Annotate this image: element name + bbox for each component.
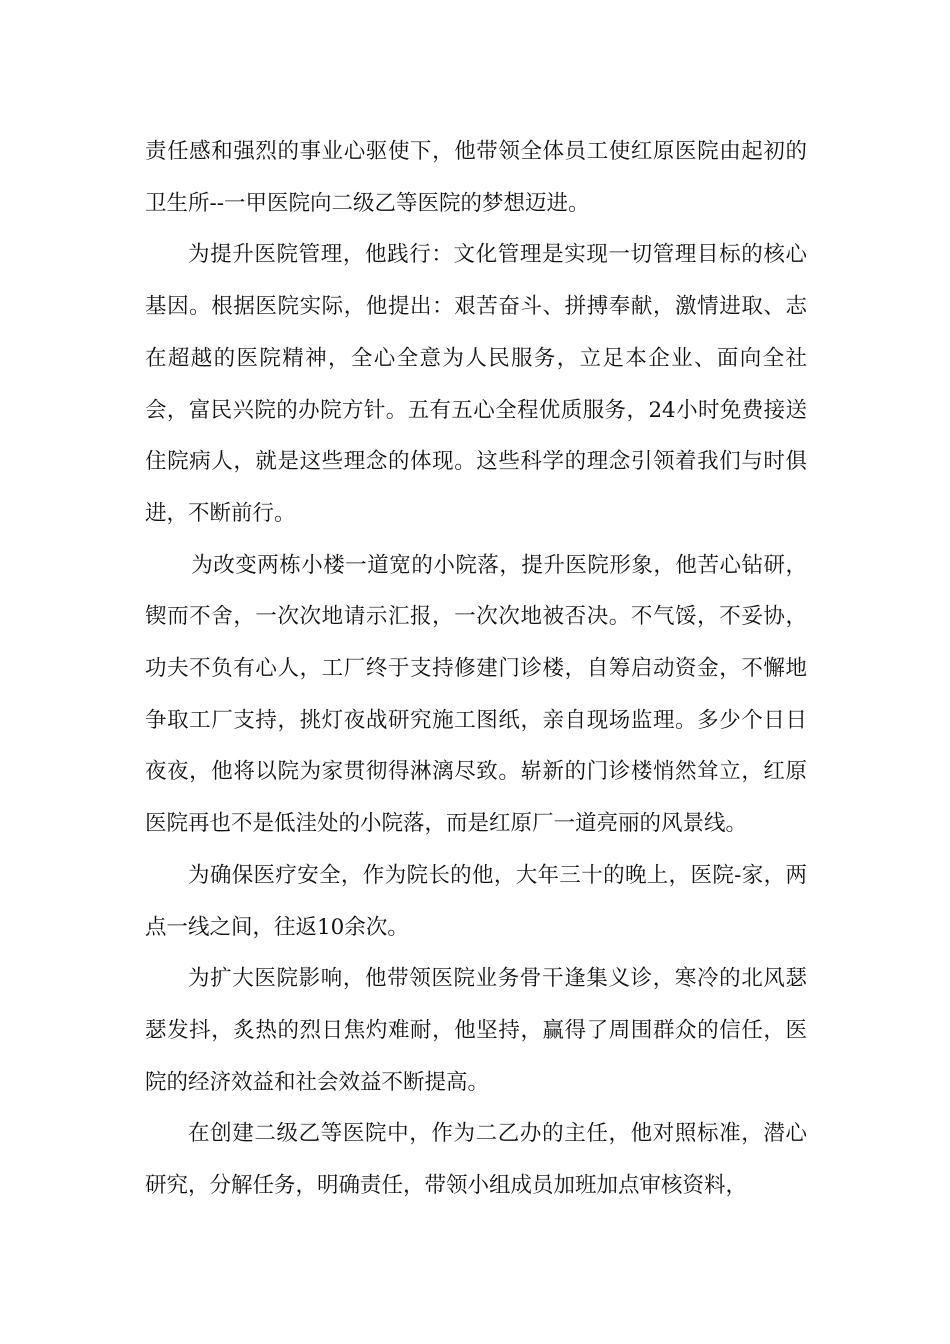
document-body: [145, 126, 807, 1212]
paragraph-medical-safety: 为确保医疗安全，作为院长的他，大年三十的晚上，医院-家，两点一线之间，往返10余次。: [145, 862, 807, 940]
paragraph-outpatient-building: 为改变两栋小楼一道宽的小院落，提升医院形象，他苦心钻研，锲而不舍，一次次地请示汇报，一次次地被否决。不气馁，不妥协，功夫不负有心人，工厂终于支持修建门诊楼，自筹启动资金，不懈地争取工厂支持，挑灯夜战研究施工图纸，亲自现场监理。多少个日日夜夜，他将以院为家贯彻得淋漓尽致。崭新的门诊楼悄然耸立，红原医院再也不是低洼处的小院落，而是红原厂一道亮丽的风景线。: [145, 552, 807, 837]
paragraph-hospital-management: 为提升医院管理，他践行：文化管理是实现一切管理目标的核心基因。根据医院实际，他提出：艰苦奋斗、拼搏奉献，激情进取、志在超越的医院精神，全心全意为人民服务，立足本企业、面向全社会，富民兴院的办院方针。五有五心全程优质服务，24小时免费接送住院病人，就是这些理念的体现。这些科学的理念引领着我们与时俱进，不断前行。: [145, 242, 807, 526]
paragraph-continuation: 责任感和强烈的事业心驱使下，他带领全体员工使红原医院由起初的卫生所--一甲医院向二级乙等医院的梦想迈进。: [145, 139, 807, 216]
paragraph-hospital-influence: 为扩大医院影响，他带领医院业务骨干逢集义诊，寒冷的北风瑟瑟发抖，炙热的烈日焦灼难耐，他坚持，赢得了周围群众的信任，医院的经济效益和社会效益不断提高。: [145, 966, 807, 1095]
paragraph-grade-creation: 在创建二级乙等医院中，作为二乙办的主任，他对照标准，潜心研究，分解任务，明确责任，带领小组成员加班加点审核资料，: [145, 1121, 807, 1199]
